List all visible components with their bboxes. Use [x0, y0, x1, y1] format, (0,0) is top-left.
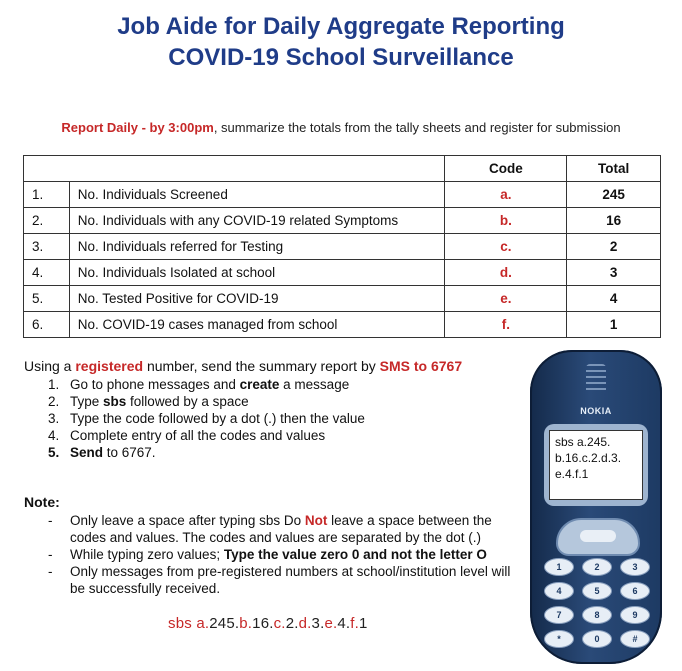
example-code: f.: [350, 615, 360, 632]
step-number: 3.: [48, 411, 60, 426]
row-total: 2: [567, 234, 661, 260]
row-number: 5.: [24, 286, 70, 312]
phone-brand: NOKIA: [580, 406, 612, 416]
list-item: [24, 410, 365, 427]
row-description: No. Tested Positive for COVID-19: [69, 286, 445, 312]
phone-illustration: [530, 350, 662, 664]
note-text: Only leave a space after typing sbs Do: [70, 513, 305, 528]
row-number: 6.: [24, 312, 70, 338]
step-number: 5.: [48, 445, 60, 460]
list-item: [24, 393, 365, 410]
row-total: 16: [567, 208, 661, 234]
header-code: Code: [445, 156, 567, 182]
bullet-dash: -: [48, 513, 53, 528]
note-emphasis: Type the value zero 0 and not the letter O: [223, 547, 487, 562]
example-value: 16.: [252, 615, 274, 632]
table-header-row: [24, 156, 661, 182]
note-list: [24, 512, 524, 597]
keypad-key: *: [544, 630, 574, 648]
example-value: 3.: [311, 615, 325, 632]
row-code: f.: [445, 312, 567, 338]
example-code: b.: [239, 615, 253, 632]
keypad-key: #: [620, 630, 650, 648]
step-number: 2.: [48, 394, 60, 409]
row-description: No. Individuals Isolated at school: [69, 260, 445, 286]
header-blank: [24, 156, 445, 182]
keypad-key: 8: [582, 606, 612, 624]
keypad-key: 6: [620, 582, 650, 600]
example-value: 1: [359, 615, 368, 632]
list-item: [24, 563, 524, 597]
table-row: [24, 312, 661, 338]
step-emphasis: create: [239, 377, 280, 392]
example-code: d.: [298, 615, 312, 632]
table-row: [24, 260, 661, 286]
keypad-key: 0: [582, 630, 612, 648]
phone-screen-frame: [544, 424, 648, 506]
step-number: 1.: [48, 377, 60, 392]
sms-intro: [24, 358, 462, 374]
example-value: 4.: [337, 615, 351, 632]
sms-intro-text: Using a: [24, 358, 76, 374]
example-code: a.: [196, 615, 210, 632]
report-table: [23, 155, 661, 338]
note-text: Only messages from pre-registered numbers at school/institution level will be successfully received.: [70, 564, 511, 596]
example-code: c.: [273, 615, 286, 632]
speaker-icon: [586, 364, 606, 394]
list-item: [24, 376, 365, 393]
table-row: [24, 208, 661, 234]
note-emphasis: Not: [304, 513, 328, 528]
report-deadline: Report Daily - by 3:00pm: [61, 120, 214, 135]
step-text: followed by a space: [126, 394, 249, 409]
example-code: e.: [324, 615, 338, 632]
list-item: [24, 546, 524, 563]
example-value: 2.: [285, 615, 299, 632]
sms-steps: [24, 376, 365, 461]
note-text: leave a space between the codes and values. The codes and values are separated by the dot (.): [70, 513, 492, 545]
row-description: No. Individuals with any COVID-19 related Symptoms: [69, 208, 445, 234]
sms-number: SMS to 6767: [379, 358, 463, 374]
keypad-key: 9: [620, 606, 650, 624]
row-number: 3.: [24, 234, 70, 260]
step-number: 4.: [48, 428, 60, 443]
keypad-key: 3: [620, 558, 650, 576]
step-text: Type: [70, 394, 104, 409]
bullet-dash: -: [48, 547, 53, 562]
row-code: e.: [445, 286, 567, 312]
list-item: [24, 512, 524, 546]
report-instruction: [0, 120, 682, 135]
example-value: 245.: [209, 615, 240, 632]
table-row: [24, 182, 661, 208]
note-text: While typing zero values;: [70, 547, 224, 562]
header-total: Total: [567, 156, 661, 182]
row-total: 1: [567, 312, 661, 338]
sms-example: [168, 615, 368, 632]
nav-key-inner: [580, 530, 616, 542]
screen-line: e.4.f.1: [555, 467, 589, 481]
report-instruction-rest: , summarize the totals from the tally sheets and register for submission: [213, 120, 621, 135]
step-text: Go to phone messages and: [70, 377, 240, 392]
row-code: b.: [445, 208, 567, 234]
screen-line: b.16.c.2.d.3.: [555, 451, 622, 465]
list-item: [24, 427, 365, 444]
phone-screen: [549, 430, 643, 500]
nav-key: [556, 518, 640, 556]
step-emphasis: sbs: [103, 394, 127, 409]
registered-emphasis: registered: [75, 358, 144, 374]
keypad-key: 5: [582, 582, 612, 600]
step-text: to 6767.: [103, 445, 156, 460]
page-subtitle: COVID-19 School Surveillance: [168, 44, 514, 71]
step-text: Type the code followed by a dot (.) then the value: [70, 411, 365, 426]
keypad-key: 4: [544, 582, 574, 600]
row-description: No. Individuals referred for Testing: [69, 234, 445, 260]
row-total: 245: [567, 182, 661, 208]
note-title: Note:: [24, 494, 60, 510]
row-description: No. COVID-19 cases managed from school: [69, 312, 445, 338]
table-row: [24, 234, 661, 260]
example-prefix: sbs: [168, 615, 197, 632]
row-number: 2.: [24, 208, 70, 234]
list-item: [24, 444, 365, 461]
screen-line: sbs a.245.: [555, 435, 611, 449]
keypad-key: 7: [544, 606, 574, 624]
sms-intro-text: number, send the summary report by: [143, 358, 380, 374]
row-code: c.: [445, 234, 567, 260]
row-code: d.: [445, 260, 567, 286]
row-number: 1.: [24, 182, 70, 208]
row-total: 3: [567, 260, 661, 286]
phone-keypad: [544, 558, 648, 648]
table-row: [24, 286, 661, 312]
step-text: Complete entry of all the codes and values: [70, 428, 326, 443]
bullet-dash: -: [48, 564, 53, 579]
step-emphasis: Send: [70, 445, 104, 460]
keypad-key: 1: [544, 558, 574, 576]
keypad-key: 2: [582, 558, 612, 576]
page-title: Job Aide for Daily Aggregate Reporting: [117, 13, 565, 40]
row-description: No. Individuals Screened: [69, 182, 445, 208]
row-number: 4.: [24, 260, 70, 286]
row-total: 4: [567, 286, 661, 312]
step-text: a message: [279, 377, 350, 392]
row-code: a.: [445, 182, 567, 208]
